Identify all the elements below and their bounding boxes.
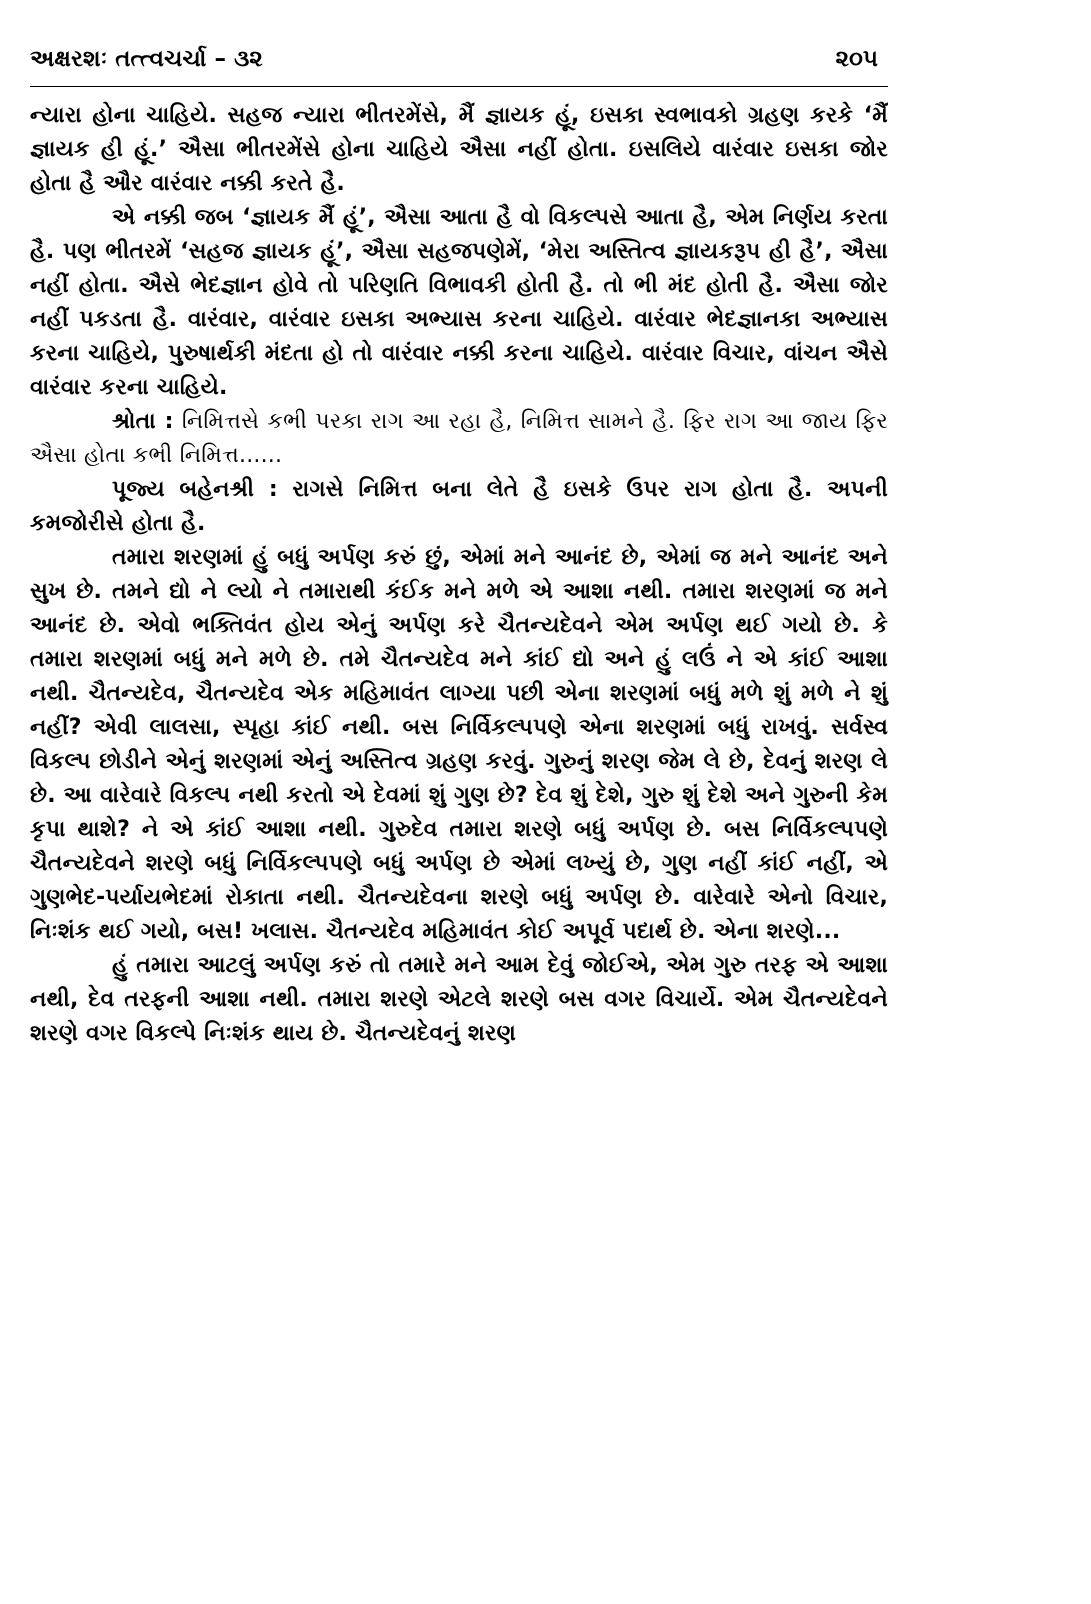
body-text bbox=[30, 99, 888, 1051]
chapter-title: અક્ષરશઃ તત્ત્વચર્ચા – ૩૨ bbox=[30, 46, 263, 72]
paragraph-1 bbox=[30, 99, 888, 201]
speaker-label: શ્રોતા : bbox=[112, 409, 174, 434]
paragraph-5 bbox=[30, 541, 888, 949]
paragraph-text: ન્યારા હોના ચાહિયે. સહજ ન્યારા ભીતરમેંસે, મૈં જ્ઞાયક હૂં, ઇસકા સ્વભાવકો ગ્રહણ કરકે ‘મૈં જ્ઞાયક હી હૂં.’ ઐસા ભીતરમેંસે હોના ચાહિયે ઐસા નહીં હોતા. ઇસલિયે વારંવાર ઇસકા જોર હોતા હૈ ઔર વારંવાર નક્કી કરતે હૈ. bbox=[30, 103, 888, 196]
paragraph-text: રાગસે નિમિત્ત બના લેતે હૈ ઇસકે ઉપર રાગ હોતા હૈ. અપની કમજોરીસે હોતા હૈ. bbox=[30, 477, 889, 536]
page-number: ૨૦૫ bbox=[835, 46, 878, 72]
paragraph-text: નિમિત્તસે કભી પરકા રાગ આ રહા હૈ, નિમિત્ત સામને હૈ. ફિર રાગ આ જાય ફિર ઐસા હોતા કભી નિમિત્ત...... bbox=[30, 409, 888, 468]
paragraph-text: હું તમારા આટલું અર્પણ કરું તો તમારે મને આમ દેવું જોઈએ, એમ ગુરુ તરફ એ આશા નથી, દેવ તરફની આશા નથી. તમારા શરણે એટલે શરણે બસ વગર વિચાર્યે. એમ ચૈતન્યદેવને શરણે વગર વિકલ્પે નિઃશંક થાય છે. ચૈતન્યદેવનું શરણ bbox=[30, 953, 888, 1046]
speaker-label: પૂજ્ય બહેનશ્રી : bbox=[112, 477, 278, 502]
behenshri-answer bbox=[30, 473, 888, 541]
running-header bbox=[30, 0, 888, 87]
book-page bbox=[30, 0, 888, 1051]
paragraph-text: તમારા શરણમાં હું બધું અર્પણ કરું છું, એમાં મને આનંદ છે, એમાં જ મને આનંદ અને સુખ છે. તમને દ્યો ને લ્યો ને તમારાથી કંઈક મને મળે એ આશા નથી. તમારા શરણમાં જ મને આનંદ છે. એવો ભક્તિવંત હોય એનું અર્પણ કરે ચૈતન્યદેવને એમ અર્પણ થઈ ગયો છે. કે તમારા શરણમાં બધું મને મળે છે. તમે ચૈતન્યદેવ મને કાંઈ દ્યો અને હું લઉં ને એ કાંઈ આશા નથી. ચૈતન્યદેવ, ચૈતન્યદેવ એક મહિમાવંત લાગ્યા પછી એના શરણમાં બધું મળે શું મળે ને શું નહીં? એવી લાલસા, સ્પૃહા કાંઈ નથી. બસ નિર્વિકલ્પપણે એના શરણમાં બધું રાખવું. સર્વસ્વ વિકલ્પ છોડીને એનું શરણમાં એનું અસ્તિત્વ ગ્રહણ કરવું. ગુરુનું શરણ જેમ લે છે, દેવનું શરણ લે છે. આ વારેવારે વિકલ્પ નથી કરતો એ દેવમાં શું ગુણ છે? દેવ શું દેશે, ગુરુ શું દેશે અને ગુરુની કેમ કૃપા થાશે? ને એ કાંઈ આશા નથી. ગુરુદેવ તમારા શરણે બધું અર્પણ છે. બસ નિર્વિકલ્પપણે ચૈતન્યદેવને શરણે બધું નિર્વિકલ્પપણે બધું અર્પણ છે એમાં લખ્યું છે, ગુણ નહીં કાંઈ નહીં, એ ગુણભેદ-પર્યાયભેદમાં રોકાતા નથી. ચૈતન્યદેવના શરણે બધું અર્પણ છે. વારેવારે એનો વિચાર, નિઃશંક થઈ ગયો, બસ! ખલાસ. ચૈતન્યદેવ મહિમાવંત કોઈ અપૂર્વ પદાર્થ છે. એના શરણે... bbox=[30, 545, 888, 944]
paragraph-6 bbox=[30, 949, 888, 1051]
listener-question bbox=[30, 405, 888, 473]
paragraph-text: એ નક્કી જબ ‘જ્ઞાયક મૈં હૂં’, ઐસા આતા હૈ વો વિકલ્પસે આતા હૈ, એમ નિર્ણય કરતા હૈ. પણ ભીતરમેં ‘સહજ જ્ઞાયક હૂં’, ઐસા સહજપણેમેં, ‘મેરા અસ્તિત્વ જ્ઞાયકરૂપ હી હૈ’, ઐસા નહીં હોતા. ઐસે ભેદજ્ઞાન હોવે તો પરિણતિ વિભાવકી હોતી હૈ. તો ભી મંદ હોતી હૈ. ઐસા જોર નહીં પકડતા હૈ. વારંવાર, વારંવાર ઇસકા અભ્યાસ કરના ચાહિયે. વારંવાર ભેદજ્ઞાનકા અભ્યાસ કરના ચાહિયે, પુરુષાર્થકી મંદતા હો તો વારંવાર નક્કી કરના ચાહિયે. વારંવાર વિચાર, વાંચન ઐસે વારંવાર કરના ચાહિયે. bbox=[30, 205, 888, 400]
paragraph-2 bbox=[30, 201, 888, 405]
